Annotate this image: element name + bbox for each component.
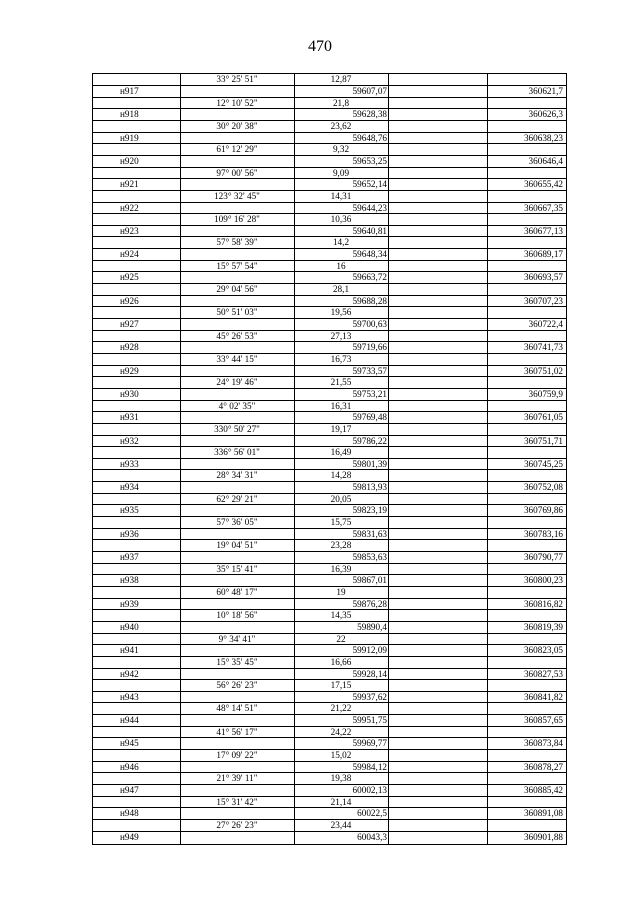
row-separator (92, 108, 567, 109)
row-separator (92, 283, 567, 284)
distance-cell: 19 (336, 586, 346, 597)
x-coordinate-cell: 59640,81 (352, 225, 387, 236)
row-separator (92, 446, 567, 447)
angle-cell: 19° 04' 51" (216, 540, 258, 551)
x-coordinate-cell: 59969,77 (352, 738, 387, 749)
y-coordinate-cell: 360759,9 (528, 388, 563, 399)
y-coordinate-cell: 360707,23 (523, 295, 563, 306)
y-coordinate-cell: 360901,88 (523, 831, 563, 842)
row-separator (92, 493, 567, 494)
row-separator (92, 260, 567, 261)
distance-cell: 23,62 (330, 120, 352, 131)
y-coordinate-cell: 360800,23 (523, 575, 563, 586)
y-coordinate-cell: 360621,7 (528, 86, 563, 96)
point-id-cell: н927 (120, 319, 139, 329)
distance-cell: 16 (336, 260, 346, 271)
row-separator (92, 516, 567, 517)
y-coordinate-cell: 360646,4 (528, 155, 563, 166)
point-id-cell: н934 (120, 482, 139, 493)
row-separator (92, 248, 567, 249)
y-coordinate-cell: 360751,02 (523, 365, 563, 376)
row-separator (92, 574, 567, 575)
y-coordinate-cell: 360761,05 (523, 412, 563, 423)
distance-cell: 21,55 (330, 377, 352, 388)
row-separator (92, 691, 567, 692)
distance-cell: 15,02 (330, 750, 352, 761)
point-id-cell: н924 (120, 249, 139, 260)
point-id-cell: н922 (120, 202, 139, 213)
row-separator (92, 435, 567, 436)
y-coordinate-cell: 360857,65 (523, 715, 563, 726)
distance-cell: 16,39 (330, 563, 352, 574)
angle-cell: 33° 25' 51" (216, 74, 258, 84)
x-coordinate-cell: 60022,5 (357, 808, 387, 819)
x-coordinate-cell: 59801,39 (352, 458, 387, 469)
x-coordinate-cell: 59890,4 (357, 621, 387, 632)
angle-cell: 57° 36' 05" (216, 517, 258, 528)
distance-cell: 9,09 (332, 167, 350, 178)
point-id-cell: н938 (120, 575, 139, 586)
row-separator (92, 551, 567, 552)
x-coordinate-cell: 59853,63 (352, 552, 387, 562)
y-coordinate-cell: 360626,3 (528, 109, 563, 120)
distance-cell: 21,14 (330, 796, 352, 807)
row-separator (92, 306, 567, 307)
distance-cell: 16,31 (330, 400, 352, 411)
row-separator (92, 656, 567, 657)
row-separator (92, 132, 567, 133)
angle-cell: 28° 34' 31" (216, 470, 258, 481)
table-border-bottom (92, 844, 567, 845)
row-separator (92, 225, 567, 226)
row-separator (92, 749, 567, 750)
row-separator (92, 563, 567, 564)
point-id-cell: н928 (120, 342, 139, 353)
row-separator (92, 411, 567, 412)
y-coordinate-cell: 360745,25 (523, 458, 563, 469)
row-separator (92, 330, 567, 331)
row-separator (92, 295, 567, 296)
angle-cell: 60° 48' 17" (216, 586, 258, 597)
point-id-cell: н921 (120, 179, 139, 190)
angle-cell: 15° 35' 45" (216, 656, 258, 667)
distance-cell: 12,87 (330, 74, 352, 84)
x-coordinate-cell: 59733,57 (352, 365, 387, 376)
distance-cell: 10,36 (330, 214, 352, 225)
point-id-cell: н929 (120, 365, 139, 376)
row-separator (92, 400, 567, 401)
row-separator (92, 609, 567, 610)
x-coordinate-cell: 59628,38 (352, 109, 387, 120)
row-separator (92, 772, 567, 773)
row-separator (92, 831, 567, 832)
angle-cell: 56° 26' 23" (216, 680, 258, 691)
angle-cell: 17° 09' 22" (216, 750, 258, 761)
distance-cell: 14,35 (330, 610, 352, 621)
table-border-top (92, 73, 567, 74)
distance-cell: 28,1 (332, 284, 350, 295)
distance-cell: 23,44 (330, 819, 352, 830)
angle-cell: 9° 34' 41" (218, 633, 256, 644)
distance-cell: 21,8 (332, 97, 350, 108)
distance-cell: 27,13 (330, 330, 352, 341)
angle-cell: 41° 56' 17" (216, 726, 258, 737)
angle-cell: 45° 26' 53" (216, 330, 258, 341)
point-id-cell: н949 (120, 831, 139, 842)
y-coordinate-cell: 360655,42 (523, 179, 563, 190)
angle-cell: 24° 19' 46" (216, 377, 258, 388)
distance-cell: 16,49 (330, 447, 352, 458)
row-separator (92, 679, 567, 680)
row-separator (92, 586, 567, 587)
row-separator (92, 388, 567, 389)
row-separator (92, 726, 567, 727)
row-separator (92, 167, 567, 168)
x-coordinate-cell: 59607,07 (352, 86, 387, 96)
point-id-cell: н939 (120, 598, 139, 609)
x-coordinate-cell: 59951,75 (352, 715, 387, 726)
row-separator (92, 621, 567, 622)
row-separator (92, 318, 567, 319)
y-coordinate-cell: 360827,53 (523, 668, 563, 679)
y-coordinate-cell: 360667,35 (523, 202, 563, 213)
point-id-cell: н942 (120, 668, 139, 679)
x-coordinate-cell: 59653,25 (352, 155, 387, 166)
distance-cell: 16,73 (330, 353, 352, 364)
x-coordinate-cell: 59648,34 (352, 249, 387, 260)
x-coordinate-cell: 59813,93 (352, 482, 387, 493)
distance-cell: 9,32 (332, 144, 350, 155)
y-coordinate-cell: 360752,08 (523, 482, 563, 493)
row-separator (92, 202, 567, 203)
angle-cell: 4° 02' 35" (218, 400, 256, 411)
angle-cell: 62° 29' 21" (216, 493, 258, 504)
row-separator (92, 365, 567, 366)
point-id-cell: н920 (120, 155, 139, 166)
point-id-cell: н918 (120, 109, 139, 120)
y-coordinate-cell: 360878,27 (523, 761, 563, 772)
row-separator (92, 481, 567, 482)
row-separator (92, 784, 567, 785)
x-coordinate-cell: 60002,13 (352, 785, 387, 795)
angle-cell: 15° 31' 42" (216, 796, 258, 807)
angle-cell: 33° 44' 15" (216, 353, 258, 364)
angle-cell: 48° 14' 51" (216, 703, 258, 714)
row-separator (92, 761, 567, 762)
y-coordinate-cell: 360677,13 (523, 225, 563, 236)
y-coordinate-cell: 360841,82 (523, 691, 563, 702)
distance-cell: 14,31 (330, 190, 352, 201)
x-coordinate-cell: 60043,3 (357, 831, 387, 842)
y-coordinate-cell: 360751,71 (523, 435, 563, 446)
x-coordinate-cell: 59984,12 (352, 761, 387, 772)
point-id-cell: н935 (120, 505, 139, 516)
x-coordinate-cell: 59937,62 (352, 691, 387, 702)
angle-cell: 27° 26' 23" (216, 819, 258, 830)
point-id-cell: н937 (120, 552, 139, 562)
point-id-cell: н945 (120, 738, 139, 749)
distance-cell: 17,15 (330, 680, 352, 691)
angle-cell: 21° 39' 11" (216, 773, 258, 784)
row-separator (92, 458, 567, 459)
y-coordinate-cell: 360891,08 (523, 808, 563, 819)
y-coordinate-cell: 360638,23 (523, 132, 563, 143)
row-separator (92, 353, 567, 354)
angle-cell: 10° 18' 56" (216, 610, 258, 621)
x-coordinate-cell: 59688,28 (352, 295, 387, 306)
point-id-cell: н923 (120, 225, 139, 236)
row-separator (92, 796, 567, 797)
distance-cell: 14,2 (332, 237, 350, 248)
row-separator (92, 539, 567, 540)
angle-cell: 97° 00' 56" (216, 167, 258, 178)
point-id-cell: н948 (120, 808, 139, 819)
y-coordinate-cell: 360783,16 (523, 528, 563, 539)
angle-cell: 35° 15' 41" (216, 563, 258, 574)
x-coordinate-cell: 59652,14 (352, 179, 387, 190)
x-coordinate-cell: 59876,28 (352, 598, 387, 609)
point-id-cell: н925 (120, 272, 139, 283)
point-id-cell: н940 (120, 621, 139, 632)
row-separator (92, 376, 567, 377)
point-id-cell: н919 (120, 132, 139, 143)
distance-cell: 14,28 (330, 470, 352, 481)
point-id-cell: н926 (120, 295, 139, 306)
distance-cell: 19,38 (330, 773, 352, 784)
point-id-cell: н917 (120, 86, 139, 96)
x-coordinate-cell: 59831,63 (352, 528, 387, 539)
row-separator (92, 528, 567, 529)
x-coordinate-cell: 59912,09 (352, 645, 387, 656)
x-coordinate-cell: 59769,48 (352, 412, 387, 423)
x-coordinate-cell: 59663,72 (352, 272, 387, 283)
row-separator (92, 143, 567, 144)
y-coordinate-cell: 360741,73 (523, 342, 563, 353)
row-separator (92, 341, 567, 342)
y-coordinate-cell: 360689,17 (523, 249, 563, 260)
row-separator (92, 737, 567, 738)
y-coordinate-cell: 360769,86 (523, 505, 563, 516)
row-separator (92, 97, 567, 98)
row-separator (92, 271, 567, 272)
x-coordinate-cell: 59786,22 (352, 435, 387, 446)
x-coordinate-cell: 59928,14 (352, 668, 387, 679)
row-separator (92, 120, 567, 121)
x-coordinate-cell: 59867,01 (352, 575, 387, 586)
angle-cell: 336° 56' 01" (214, 447, 260, 458)
row-separator (92, 644, 567, 645)
y-coordinate-cell: 360722,4 (528, 319, 563, 329)
distance-cell: 22 (336, 633, 346, 644)
y-coordinate-cell: 360819,39 (523, 621, 563, 632)
row-separator (92, 668, 567, 669)
coordinates-table (92, 73, 567, 844)
point-id-cell: н946 (120, 761, 139, 772)
angle-cell: 330° 50' 27" (214, 423, 260, 434)
angle-cell: 15° 57' 54" (216, 260, 258, 271)
row-separator (92, 633, 567, 634)
row-separator (92, 213, 567, 214)
point-id-cell: н943 (120, 691, 139, 702)
row-separator (92, 598, 567, 599)
row-separator (92, 504, 567, 505)
distance-cell: 21,22 (330, 703, 352, 714)
row-separator (92, 714, 567, 715)
distance-cell: 19,56 (330, 307, 352, 318)
y-coordinate-cell: 360885,42 (523, 785, 563, 795)
row-separator (92, 807, 567, 808)
point-id-cell: н931 (120, 412, 139, 423)
point-id-cell: н936 (120, 528, 139, 539)
angle-cell: 29° 04' 56" (216, 284, 258, 295)
row-separator (92, 819, 567, 820)
x-coordinate-cell: 59823,19 (352, 505, 387, 516)
x-coordinate-cell: 59700,63 (352, 319, 387, 329)
distance-cell: 19,17 (330, 423, 352, 434)
angle-cell: 109° 16' 28" (214, 214, 260, 225)
angle-cell: 61° 12' 29" (216, 144, 258, 155)
distance-cell: 20,05 (330, 493, 352, 504)
row-separator (92, 155, 567, 156)
x-coordinate-cell: 59719,66 (352, 342, 387, 353)
y-coordinate-cell: 360816,82 (523, 598, 563, 609)
x-coordinate-cell: 59648,76 (352, 132, 387, 143)
x-coordinate-cell: 59753,21 (352, 388, 387, 399)
row-separator (92, 85, 567, 86)
angle-cell: 123° 32' 45" (214, 190, 260, 201)
angle-cell: 30° 20' 38" (216, 120, 258, 131)
distance-cell: 24,22 (330, 726, 352, 737)
distance-cell: 23,28 (330, 540, 352, 551)
row-separator (92, 190, 567, 191)
y-coordinate-cell: 360693,57 (523, 272, 563, 283)
row-separator (92, 469, 567, 470)
y-coordinate-cell: 360873,84 (523, 738, 563, 749)
distance-cell: 15,75 (330, 517, 352, 528)
point-id-cell: н941 (120, 645, 139, 656)
angle-cell: 50° 51' 03" (216, 307, 258, 318)
point-id-cell: н932 (120, 435, 139, 446)
x-coordinate-cell: 59644,23 (352, 202, 387, 213)
distance-cell: 16,66 (330, 656, 352, 667)
row-separator (92, 423, 567, 424)
y-coordinate-cell: 360823,05 (523, 645, 563, 656)
point-id-cell: н933 (120, 458, 139, 469)
y-coordinate-cell: 360790,77 (523, 552, 563, 562)
point-id-cell: н947 (120, 785, 139, 795)
point-id-cell: н930 (120, 388, 139, 399)
page-number: 470 (308, 38, 332, 55)
row-separator (92, 702, 567, 703)
angle-cell: 12° 10' 52" (216, 97, 258, 108)
row-separator (92, 236, 567, 237)
row-separator (92, 178, 567, 179)
angle-cell: 57° 58' 39" (216, 237, 258, 248)
point-id-cell: н944 (120, 715, 139, 726)
